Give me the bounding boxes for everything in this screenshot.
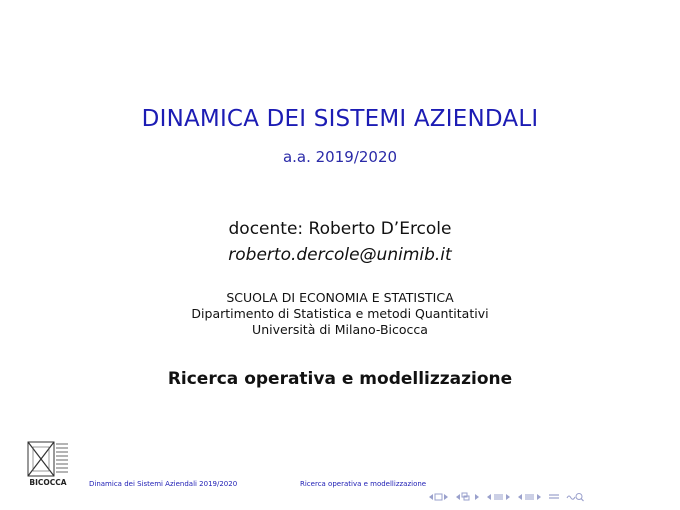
prev-subsection-icon[interactable] [486,492,512,502]
align-icon[interactable] [548,492,560,502]
beamer-navigation [428,490,590,504]
bicocca-logo-icon [27,441,69,487]
slide-subtitle: a.a. 2019/2020 [282,148,398,166]
logo-word: BICOCCA [29,478,67,487]
author-name: docente: Roberto D’Ercole [228,219,452,239]
footer-left: Dinamica dei Sistemi Aziendali 2019/2020 [89,480,238,488]
search-icon[interactable] [565,492,585,502]
author-email: roberto.dercole@unimib.it [228,245,452,265]
course-title: Ricerca operativa e modellizzazione [167,369,513,389]
department-name: Dipartimento di Statistica e metodi Quantitativi [191,306,489,321]
prev-section-icon[interactable] [455,492,481,502]
university-logo [27,441,69,487]
school-name: SCUOLA DI ECONOMIA E STATISTICA [226,290,454,305]
slide-title: DINAMICA DEI SISTEMI AZIENDALI [141,106,539,132]
university-name: Università di Milano-Bicocca [252,322,428,337]
prev-frame-icon[interactable] [428,492,450,502]
footer-right: Ricerca operativa e modellizzazione [300,480,427,488]
prev-slide-icon[interactable] [517,492,543,502]
